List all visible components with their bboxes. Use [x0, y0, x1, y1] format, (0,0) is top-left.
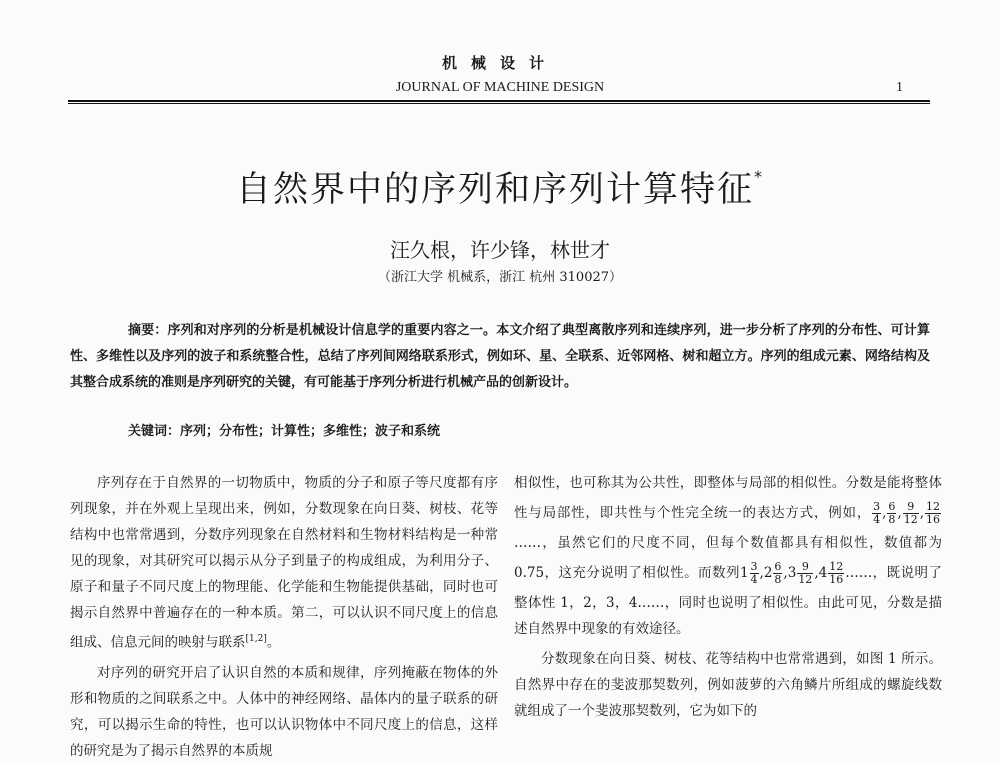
right-paragraph-2: 分数现象在向日葵、树枝、花等结构中也常常遇到，如图 1 所示。自然界中存在的斐波那契数列，例如菠萝的六角鳞片所组成的螺旋线数就组成了一个斐波那契数列，它为如下的 [514, 651, 942, 719]
right-paragraph-1c: ……，既说明了整体性 1，2，3，4……，同时也说明了相似性。由此可见，分数是描述自然界中现象的有效途径。 [514, 565, 942, 637]
right-paragraph-1a: 相似性，也可称其为公共性，即整体与局部的相似性。分数是能将整体性与局部性，即共性与个性完全统一的表达方式，例如， [514, 475, 942, 521]
right-paragraph-1b: ……，虽然它们的尺度不同，但每个数值都具有相似性，数值都为 0.75，这充分说明了相似性。而数列 [514, 535, 942, 581]
mixed-fraction-sequence: 1 $\frac{3}{4}$ ,2 $\frac{6}{8}$ ,3 $\frac{9}{12}$ ,4 $\frac{12}{16}$ [739, 560, 844, 586]
journal-name-english: JOURNAL OF MACHINE DESIGN [395, 80, 605, 95]
left-paragraph-1 [70, 470, 498, 656]
left-column [70, 470, 498, 764]
fraction-sequence: $\frac{3}{4}$ , $\frac{6}{8}$ , $\frac{9}{12}$ , $\frac{12}{16}$ [873, 500, 940, 526]
fraction: $\frac{12}{16}$ [829, 560, 844, 586]
fraction: $\frac{3}{4}$ [873, 500, 881, 526]
fraction: $\frac{6}{8}$ [774, 560, 782, 586]
left-paragraph-2: 对序列的研究开启了认识自然的本质和规律，序列掩蔽在物体的外形和物质的之间联系之中。人体中的神经网络、晶体内的量子联系的研究，可以揭示生命的特性，也可以认识物体中不同尺度上的信息，这样的研究是为了揭示自然界的本质规 [70, 664, 498, 759]
right-column [514, 470, 942, 724]
abstract: 摘要：序列和对序列的分析是机械设计信息学的重要内容之一。本文介绍了典型离散序列和连续序列，进一步分析了序列的分布性、可计算性、多维性以及序列的波子和系统整合性，总结了序列间网络联系形式，例如环、星、全联系、近邻网格、树和超立方。序列的组成元素、网络结构及其整合成系统的准则是序列研究的关键，有可能基于序列分析进行机械产品的创新设计。 [70, 323, 930, 390]
citation-1-2: [1,2] [245, 634, 267, 644]
fraction: $\frac{12}{16}$ [926, 500, 940, 526]
fraction: $\frac{9}{12}$ [903, 500, 918, 526]
title-text: 自然界中的序列和序列计算特征 [235, 170, 754, 210]
paper-title [0, 162, 1000, 212]
keywords: 关键词：序列；分布性；计算性；多维性；波子和系统 [128, 424, 441, 439]
authors: 汪久根，许少锋，林世才 [390, 238, 610, 262]
fraction: $\frac{6}{8}$ [888, 500, 896, 526]
journal-name-chinese: 机械设计 [441, 54, 558, 72]
left-paragraph-1-text: 序列存在于自然界的一切物质中，物质的分子和原子等尺度都有序列现象，并在外观上呈现出来，例如，分数现象在向日葵、树枝、花等结构中也常常遇到，分数序列现象在自然材料和生物材料结构是一种常见的现象，对其研究可以揭示从分子到量子的构成组成，为利用分子、原子和量子不同尺度上的物理能、化学能和生物能提供基础，同时也可揭示自然界中普遍存在的一种本质。第二，可以认识不同尺度上的信息组成、信息元间的映射与联系 [70, 475, 498, 651]
header-rule [68, 100, 930, 104]
fraction: $\frac{9}{12}$ [798, 560, 813, 586]
fraction: $\frac{3}{4}$ [750, 560, 758, 586]
right-paragraph-1 [514, 470, 942, 642]
title-footnote-mark: * [754, 167, 764, 187]
affiliation: （浙江大学 机械系，浙江 杭州 310027） [377, 270, 623, 285]
page-number: 1 [896, 80, 903, 95]
left-paragraph-1-end: 。 [266, 634, 281, 651]
